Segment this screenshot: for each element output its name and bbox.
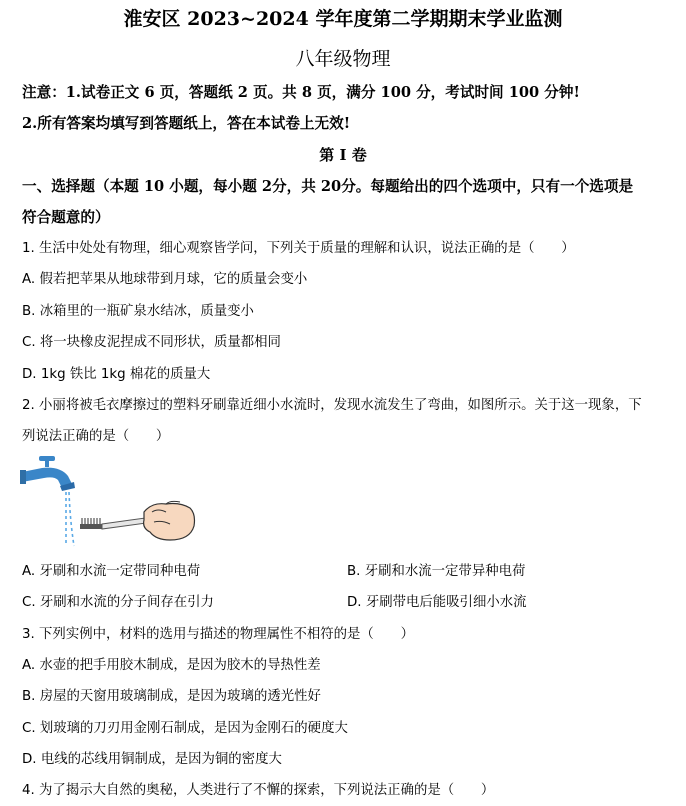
exam-subtitle: 八年级物理 <box>295 48 391 70</box>
question-2-stem-line-2: 列说法正确的是（ ） <box>22 429 170 444</box>
faucet-icon <box>20 456 75 491</box>
question-4-stem: 4. 为了揭示大自然的奥秘，人类进行了不懈的探索，下列说法正确的是（ ） <box>22 783 495 798</box>
question-3-option-b: B. 房屋的天窗用玻璃制成，是因为玻璃的透光性好 <box>22 689 321 704</box>
water-stream <box>66 492 74 546</box>
question-3-option-d: D. 电线的芯线用铜制成，是因为铜的密度大 <box>22 752 282 767</box>
question-2-option-d: D. 牙刷带电后能吸引细小水流 <box>347 595 527 610</box>
question-3-stem: 3. 下列实例中，材料的选用与描述的物理属性不相符的是（ ） <box>22 627 414 642</box>
section-heading-line-2: 符合题意的） <box>22 209 110 226</box>
question-1-option-a: A. 假若把苹果从地球带到月球，它的质量会变小 <box>22 272 308 287</box>
question-2-option-b: B. 牙刷和水流一定带异种电荷 <box>347 564 526 579</box>
notice-line-2: 2.所有答案均填写到答题纸上，答在本试卷上无效! <box>22 115 351 132</box>
volume-title: 第 I 卷 <box>319 146 367 164</box>
question-1-option-c: C. 将一块橡皮泥捏成不同形状，质量都相同 <box>22 335 281 350</box>
question-1-option-b: B. 冰箱里的一瓶矿泉水结冰，质量变小 <box>22 304 254 319</box>
question-2-option-c: C. 牙刷和水流的分子间存在引力 <box>22 595 214 610</box>
question-1-stem: 1. 生活中处处有物理，细心观察皆学问，下列关于质量的理解和认识，说法正确的是（ ） <box>22 241 575 256</box>
hand <box>144 501 195 540</box>
question-2-stem-line-1: 2. 小丽将被毛衣摩擦过的塑料牙刷靠近细小水流时，发现水流发生了弯曲，如图所示。关于这一现象，下 <box>22 398 642 413</box>
exam-title: 淮安区 2023~2024 学年度第二学期期末学业监测 <box>123 8 563 30</box>
question-3-option-a: A. 水壶的把手用胶木制成，是因为胶木的导热性差 <box>22 658 321 673</box>
notice-line-1: 注意：1.试卷正文 6 页，答题纸 2 页。共 8 页，满分 100 分，考试时间 100 分钟! <box>22 84 580 101</box>
question-1-option-d: D. 1kg 铁比 1kg 棉花的质量大 <box>22 367 211 382</box>
question-2-option-a: A. 牙刷和水流一定带同种电荷 <box>22 564 201 579</box>
section-heading-line-1: 一、选择题（本题 10 小题，每小题 2分，共 20分。每题给出的四个选项中，只有一个选项是 <box>22 178 634 195</box>
faucet-toothbrush-figure <box>20 450 200 550</box>
question-3-option-c: C. 划玻璃的刀刃用金刚石制成，是因为金刚石的硬度大 <box>22 721 348 736</box>
